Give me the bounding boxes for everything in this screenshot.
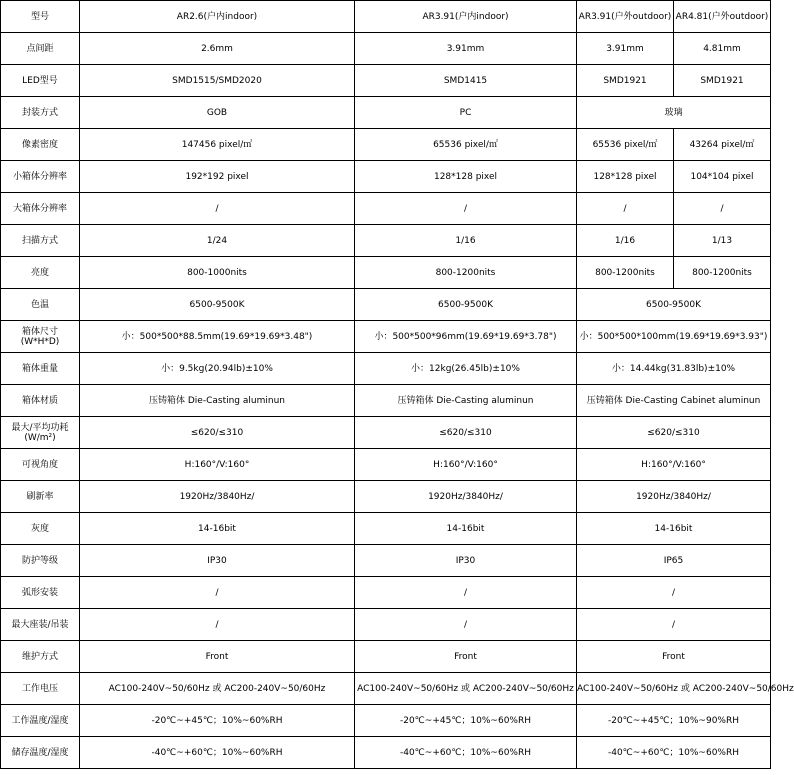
- spec-label: 防护等级: [21, 555, 58, 566]
- spec-value-cell: 小：12kg(26.45lb)±10%: [355, 353, 577, 385]
- spec-value-cell: /: [80, 609, 355, 641]
- spec-value-cell: AR4.81(户外outdoor): [674, 1, 771, 33]
- spec-label: 小箱体分辨率: [12, 171, 67, 182]
- spec-value-cell: 1/24: [80, 225, 355, 257]
- spec-value-cell: 压铸箱体 Die-Casting Cabinet aluminun: [577, 385, 771, 417]
- spec-value-cell: AR3.91(户外outdoor): [577, 1, 674, 33]
- spec-value-cell: /: [577, 193, 674, 225]
- spec-value-cell: ≤620/≤310: [355, 417, 577, 449]
- spec-value-cell: 1/13: [674, 225, 771, 257]
- spec-value-cell: 147456 pixel/㎡: [80, 129, 355, 161]
- spec-label-unit: (W*H*D): [20, 336, 60, 347]
- spec-value-cell: 小：500*500*88.5mm(19.69*19.69*3.48"): [80, 321, 355, 353]
- spec-value-cell: Front: [355, 641, 577, 673]
- spec-value-cell: 128*128 pixel: [577, 161, 674, 193]
- spec-value-cell: 43264 pixel/㎡: [674, 129, 771, 161]
- spec-value-cell: /: [355, 609, 577, 641]
- spec-value-cell: SMD1921: [577, 65, 674, 97]
- spec-label-cell: [1, 65, 80, 97]
- spec-value-cell: /: [80, 193, 355, 225]
- spec-label: 维护方式: [21, 651, 58, 662]
- spec-label-cell: [1, 321, 80, 353]
- spec-value-cell: 1920Hz/3840Hz/: [80, 481, 355, 513]
- spec-label: 刷新率: [26, 491, 54, 502]
- spec-label-cell: [1, 705, 80, 737]
- spec-row: [1, 97, 771, 129]
- spec-value-cell: 800-1200nits: [674, 257, 771, 289]
- spec-label: 色温: [30, 299, 49, 310]
- spec-value-cell: 14-16bit: [80, 513, 355, 545]
- spec-label-cell: [1, 385, 80, 417]
- spec-value-cell: H:160°/V:160°: [355, 449, 577, 481]
- spec-label: 可视角度: [21, 459, 58, 470]
- spec-value-cell: 6500-9500K: [355, 289, 577, 321]
- spec-label-cell: [1, 513, 80, 545]
- spec-label-cell: [1, 97, 80, 129]
- spec-value-cell: /: [355, 577, 577, 609]
- spec-label-cell: [1, 353, 80, 385]
- spec-row: [1, 417, 771, 449]
- spec-value-cell: 104*104 pixel: [674, 161, 771, 193]
- spec-label: 亮度: [30, 267, 49, 278]
- spec-row: [1, 577, 771, 609]
- spec-value-cell: AC100-240V~50/60Hz 或 AC200-240V~50/60Hz: [355, 673, 577, 705]
- spec-value-cell: 小：9.5kg(20.94lb)±10%: [80, 353, 355, 385]
- spec-row: [1, 257, 771, 289]
- spec-value-cell: /: [355, 193, 577, 225]
- spec-value-cell: -20℃~+45℃；10%~60%RH: [355, 705, 577, 737]
- spec-value-cell: 800-1200nits: [355, 257, 577, 289]
- spec-label: 箱体重量: [21, 363, 58, 374]
- spec-value-cell: 压铸箱体 Die-Casting aluminun: [355, 385, 577, 417]
- spec-label: 储存温度/湿度: [11, 747, 69, 758]
- spec-value-cell: 800-1000nits: [80, 257, 355, 289]
- spec-value-cell: AC100-240V~50/60Hz 或 AC200-240V~50/60Hz: [577, 673, 771, 705]
- spec-row: [1, 609, 771, 641]
- spec-label-cell: [1, 673, 80, 705]
- spec-row: [1, 225, 771, 257]
- spec-label-unit: (W/m²): [24, 432, 56, 443]
- spec-value-cell: 6500-9500K: [80, 289, 355, 321]
- spec-row: [1, 129, 771, 161]
- spec-value-cell: GOB: [80, 97, 355, 129]
- spec-label-cell: [1, 641, 80, 673]
- spec-value-cell: /: [80, 577, 355, 609]
- spec-value-cell: Front: [577, 641, 771, 673]
- spec-label: 扫描方式: [21, 235, 58, 246]
- spec-value-cell: 128*128 pixel: [355, 161, 577, 193]
- spec-value-cell: 1920Hz/3840Hz/: [577, 481, 771, 513]
- spec-label-cell: [1, 33, 80, 65]
- spec-label-cell: [1, 193, 80, 225]
- spec-label-cell: [1, 545, 80, 577]
- spec-row: [1, 641, 771, 673]
- spec-row: [1, 481, 771, 513]
- spec-value-cell: PC: [355, 97, 577, 129]
- spec-label-cell: [1, 257, 80, 289]
- spec-label: 型号: [30, 11, 49, 22]
- spec-row: [1, 737, 771, 769]
- spec-row: [1, 161, 771, 193]
- spec-value-cell: 1920Hz/3840Hz/: [355, 481, 577, 513]
- spec-value-cell: SMD1921: [674, 65, 771, 97]
- spec-row: [1, 513, 771, 545]
- spec-label: 像素密度: [21, 139, 58, 150]
- spec-value-cell: -20℃~+45℃；10%~60%RH: [80, 705, 355, 737]
- spec-label-cell: [1, 609, 80, 641]
- spec-label: 大箱体分辨率: [12, 203, 67, 214]
- spec-label: 最大/平均功耗: [11, 422, 69, 433]
- spec-value-cell: 小：14.44kg(31.83lb)±10%: [577, 353, 771, 385]
- spec-value-cell: 小：500*500*96mm(19.69*19.69*3.78"): [355, 321, 577, 353]
- spec-row: [1, 193, 771, 225]
- spec-label-cell: [1, 161, 80, 193]
- spec-value-cell: 65536 pixel/㎡: [577, 129, 674, 161]
- spec-label-cell: [1, 417, 80, 449]
- spec-value-cell: 2.6mm: [80, 33, 355, 65]
- spec-label: 封装方式: [21, 107, 58, 118]
- spec-value-cell: -20℃~+45℃；10%~90%RH: [577, 705, 771, 737]
- spec-value-cell: 小：500*500*100mm(19.69*19.69*3.93"): [577, 321, 771, 353]
- spec-value-cell: 14-16bit: [577, 513, 771, 545]
- spec-label: 灰度: [30, 523, 49, 534]
- spec-row: [1, 33, 771, 65]
- spec-row: [1, 65, 771, 97]
- spec-value-cell: 6500-9500K: [577, 289, 771, 321]
- spec-value-cell: H:160°/V:160°: [577, 449, 771, 481]
- spec-label-cell: [1, 449, 80, 481]
- spec-value-cell: -40℃~+60℃；10%~60%RH: [80, 737, 355, 769]
- spec-value-cell: AC100-240V~50/60Hz 或 AC200-240V~50/60Hz: [80, 673, 355, 705]
- spec-value-cell: 800-1200nits: [577, 257, 674, 289]
- spec-value-cell: 14-16bit: [355, 513, 577, 545]
- spec-value-cell: SMD1515/SMD2020: [80, 65, 355, 97]
- spec-label-cell: [1, 481, 80, 513]
- spec-row: [1, 289, 771, 321]
- spec-row: [1, 449, 771, 481]
- spec-value-cell: AR2.6(户内indoor): [80, 1, 355, 33]
- spec-label: 最大座装/吊装: [11, 619, 69, 630]
- spec-value-cell: -40℃~+60℃；10%~60%RH: [577, 737, 771, 769]
- spec-value-cell: Front: [80, 641, 355, 673]
- spec-label-cell: [1, 1, 80, 33]
- spec-row: [1, 321, 771, 353]
- spec-value-cell: IP30: [355, 545, 577, 577]
- spec-label: LED型号: [22, 75, 58, 86]
- spec-row: [1, 353, 771, 385]
- spec-label: 点间距: [26, 43, 54, 54]
- spec-label: 工作电压: [21, 683, 58, 694]
- spec-value-cell: 4.81mm: [674, 33, 771, 65]
- spec-value-cell: 65536 pixel/㎡: [355, 129, 577, 161]
- spec-value-cell: IP65: [577, 545, 771, 577]
- spec-label-cell: [1, 225, 80, 257]
- spec-value-cell: 1/16: [355, 225, 577, 257]
- spec-label-cell: [1, 577, 80, 609]
- spec-value-cell: /: [577, 609, 771, 641]
- spec-table-body: [1, 1, 794, 769]
- spec-label: 弧形安装: [21, 587, 58, 598]
- spec-value-cell: SMD1415: [355, 65, 577, 97]
- spec-row: [1, 385, 771, 417]
- spec-row: [1, 1, 771, 33]
- spec-value-cell: 192*192 pixel: [80, 161, 355, 193]
- spec-row: [1, 545, 771, 577]
- spec-label-cell: [1, 737, 80, 769]
- spec-row: [1, 673, 771, 705]
- spec-value-cell: ≤620/≤310: [80, 417, 355, 449]
- spec-label: 箱体材质: [21, 395, 58, 406]
- spec-label-cell: [1, 129, 80, 161]
- spec-value-cell: 1/16: [577, 225, 674, 257]
- spec-label: 箱体尺寸: [21, 326, 58, 337]
- spec-value-cell: IP30: [80, 545, 355, 577]
- spec-value-cell: ≤620/≤310: [577, 417, 771, 449]
- spec-value-cell: 玻璃: [577, 97, 771, 129]
- spec-value-cell: /: [674, 193, 771, 225]
- spec-value-cell: 3.91mm: [577, 33, 674, 65]
- spec-value-cell: 3.91mm: [355, 33, 577, 65]
- spec-value-cell: -40℃~+60℃；10%~60%RH: [355, 737, 577, 769]
- spec-value-cell: H:160°/V:160°: [80, 449, 355, 481]
- spec-value-cell: AR3.91(户内indoor): [355, 1, 577, 33]
- spec-label: 工作温度/湿度: [11, 715, 69, 726]
- spec-value-cell: 压铸箱体 Die-Casting aluminun: [80, 385, 355, 417]
- spec-value-cell: /: [577, 577, 771, 609]
- spec-label-cell: [1, 289, 80, 321]
- spec-row: [1, 705, 771, 737]
